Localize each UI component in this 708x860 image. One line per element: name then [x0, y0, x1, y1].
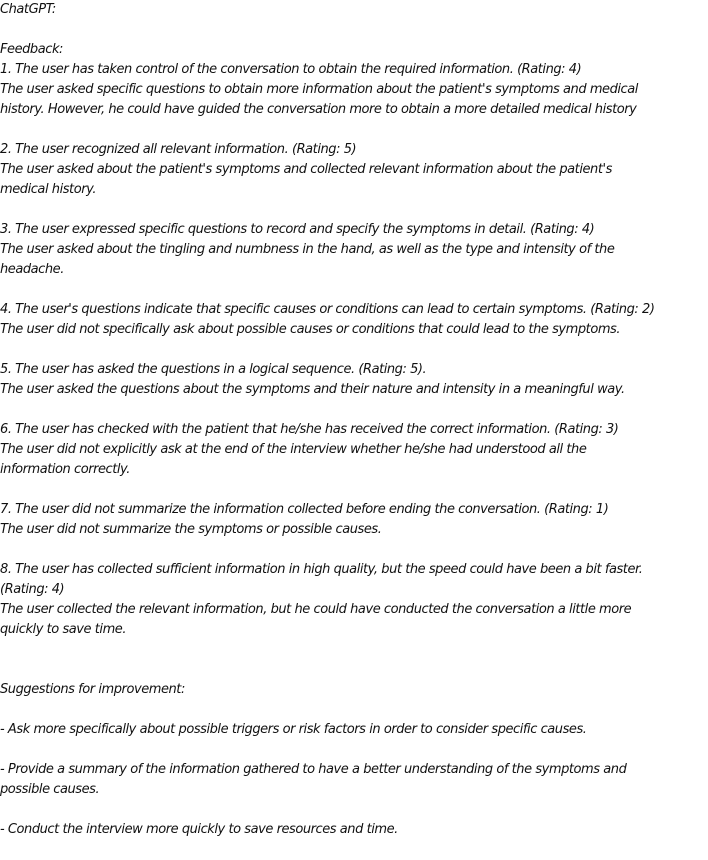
feedback-item	[0, 500, 708, 540]
feedback-item-title: 5. The user has asked the questions in a logical sequence. (Rating: 5).	[0, 362, 427, 377]
feedback-item	[0, 360, 708, 400]
feedback-item-description: The user did not explicitly ask at the end of the interview whether he/she had understood all the	[0, 442, 587, 457]
feedback-item-description: medical history.	[0, 182, 97, 197]
feedback-item-title: 7. The user did not summarize the information collected before ending the conversation. (Rating: 1)	[0, 502, 609, 517]
suggestion-text: - Conduct the interview more quickly to save resources and time.	[0, 822, 398, 837]
feedback-item-title: 4. The user's questions indicate that specific causes or conditions can lead to certain symptoms. (Rating: 2)	[0, 302, 655, 317]
feedback-item-description: The user asked about the tingling and numbness in the hand, as well as the type and intensity of the	[0, 242, 615, 257]
suggestions-list	[0, 720, 708, 840]
spacer	[0, 660, 708, 680]
suggestion-item	[0, 720, 708, 740]
feedback-item-title: (Rating: 4)	[0, 582, 65, 597]
feedback-item-description: The user asked the questions about the symptoms and their nature and intensity in a meaningful way.	[0, 382, 625, 397]
suggestion-item	[0, 760, 708, 800]
feedback-item-description: quickly to save time.	[0, 622, 127, 637]
feedback-item-description: history. However, he could have guided the conversation more to obtain a more detailed medical history	[0, 102, 637, 117]
spacer	[0, 20, 708, 40]
feedback-item-description: information correctly.	[0, 462, 130, 477]
feedback-item-description: The user asked specific questions to obtain more information about the patient's symptoms and medical	[0, 82, 638, 97]
suggestions-heading: Suggestions for improvement:	[0, 682, 185, 697]
feedback-item-description: The user did not summarize the symptoms or possible causes.	[0, 522, 382, 537]
feedback-item	[0, 60, 708, 120]
suggestion-text: - Provide a summary of the information gathered to have a better understanding of the symptoms and	[0, 762, 627, 777]
suggestion-text: possible causes.	[0, 782, 100, 797]
feedback-item-title: 6. The user has checked with the patient that he/she has received the correct information. (Rating: 3)	[0, 422, 619, 437]
feedback-item-title: 2. The user recognized all relevant information. (Rating: 5)	[0, 142, 357, 157]
feedback-item	[0, 420, 708, 480]
feedback-list	[0, 60, 708, 640]
feedback-item	[0, 560, 708, 640]
suggestion-text: - Ask more specifically about possible triggers or risk factors in order to consider specific causes.	[0, 722, 587, 737]
spacer	[0, 700, 708, 720]
suggestion-item	[0, 820, 708, 840]
feedback-item-description: The user collected the relevant information, but he could have conducted the conversation a little more	[0, 602, 632, 617]
feedback-item	[0, 220, 708, 280]
speaker-label: ChatGPT:	[0, 2, 56, 17]
feedback-item-title: 3. The user expressed specific questions to record and specify the symptoms in detail. (Rating: 4)	[0, 222, 595, 237]
feedback-item	[0, 300, 708, 340]
feedback-item-description: headache.	[0, 262, 64, 277]
feedback-item-description: The user asked about the patient's symptoms and collected relevant information about the patient's	[0, 162, 612, 177]
feedback-heading: Feedback:	[0, 42, 63, 57]
feedback-item	[0, 140, 708, 200]
feedback-item-title: 1. The user has taken control of the conversation to obtain the required information. (Rating: 4)	[0, 62, 582, 77]
feedback-item-description: The user did not specifically ask about possible causes or conditions that could lead to the symptoms.	[0, 322, 621, 337]
feedback-item-title: 8. The user has collected sufficient information in high quality, but the speed could have been a bit faster.	[0, 562, 643, 577]
